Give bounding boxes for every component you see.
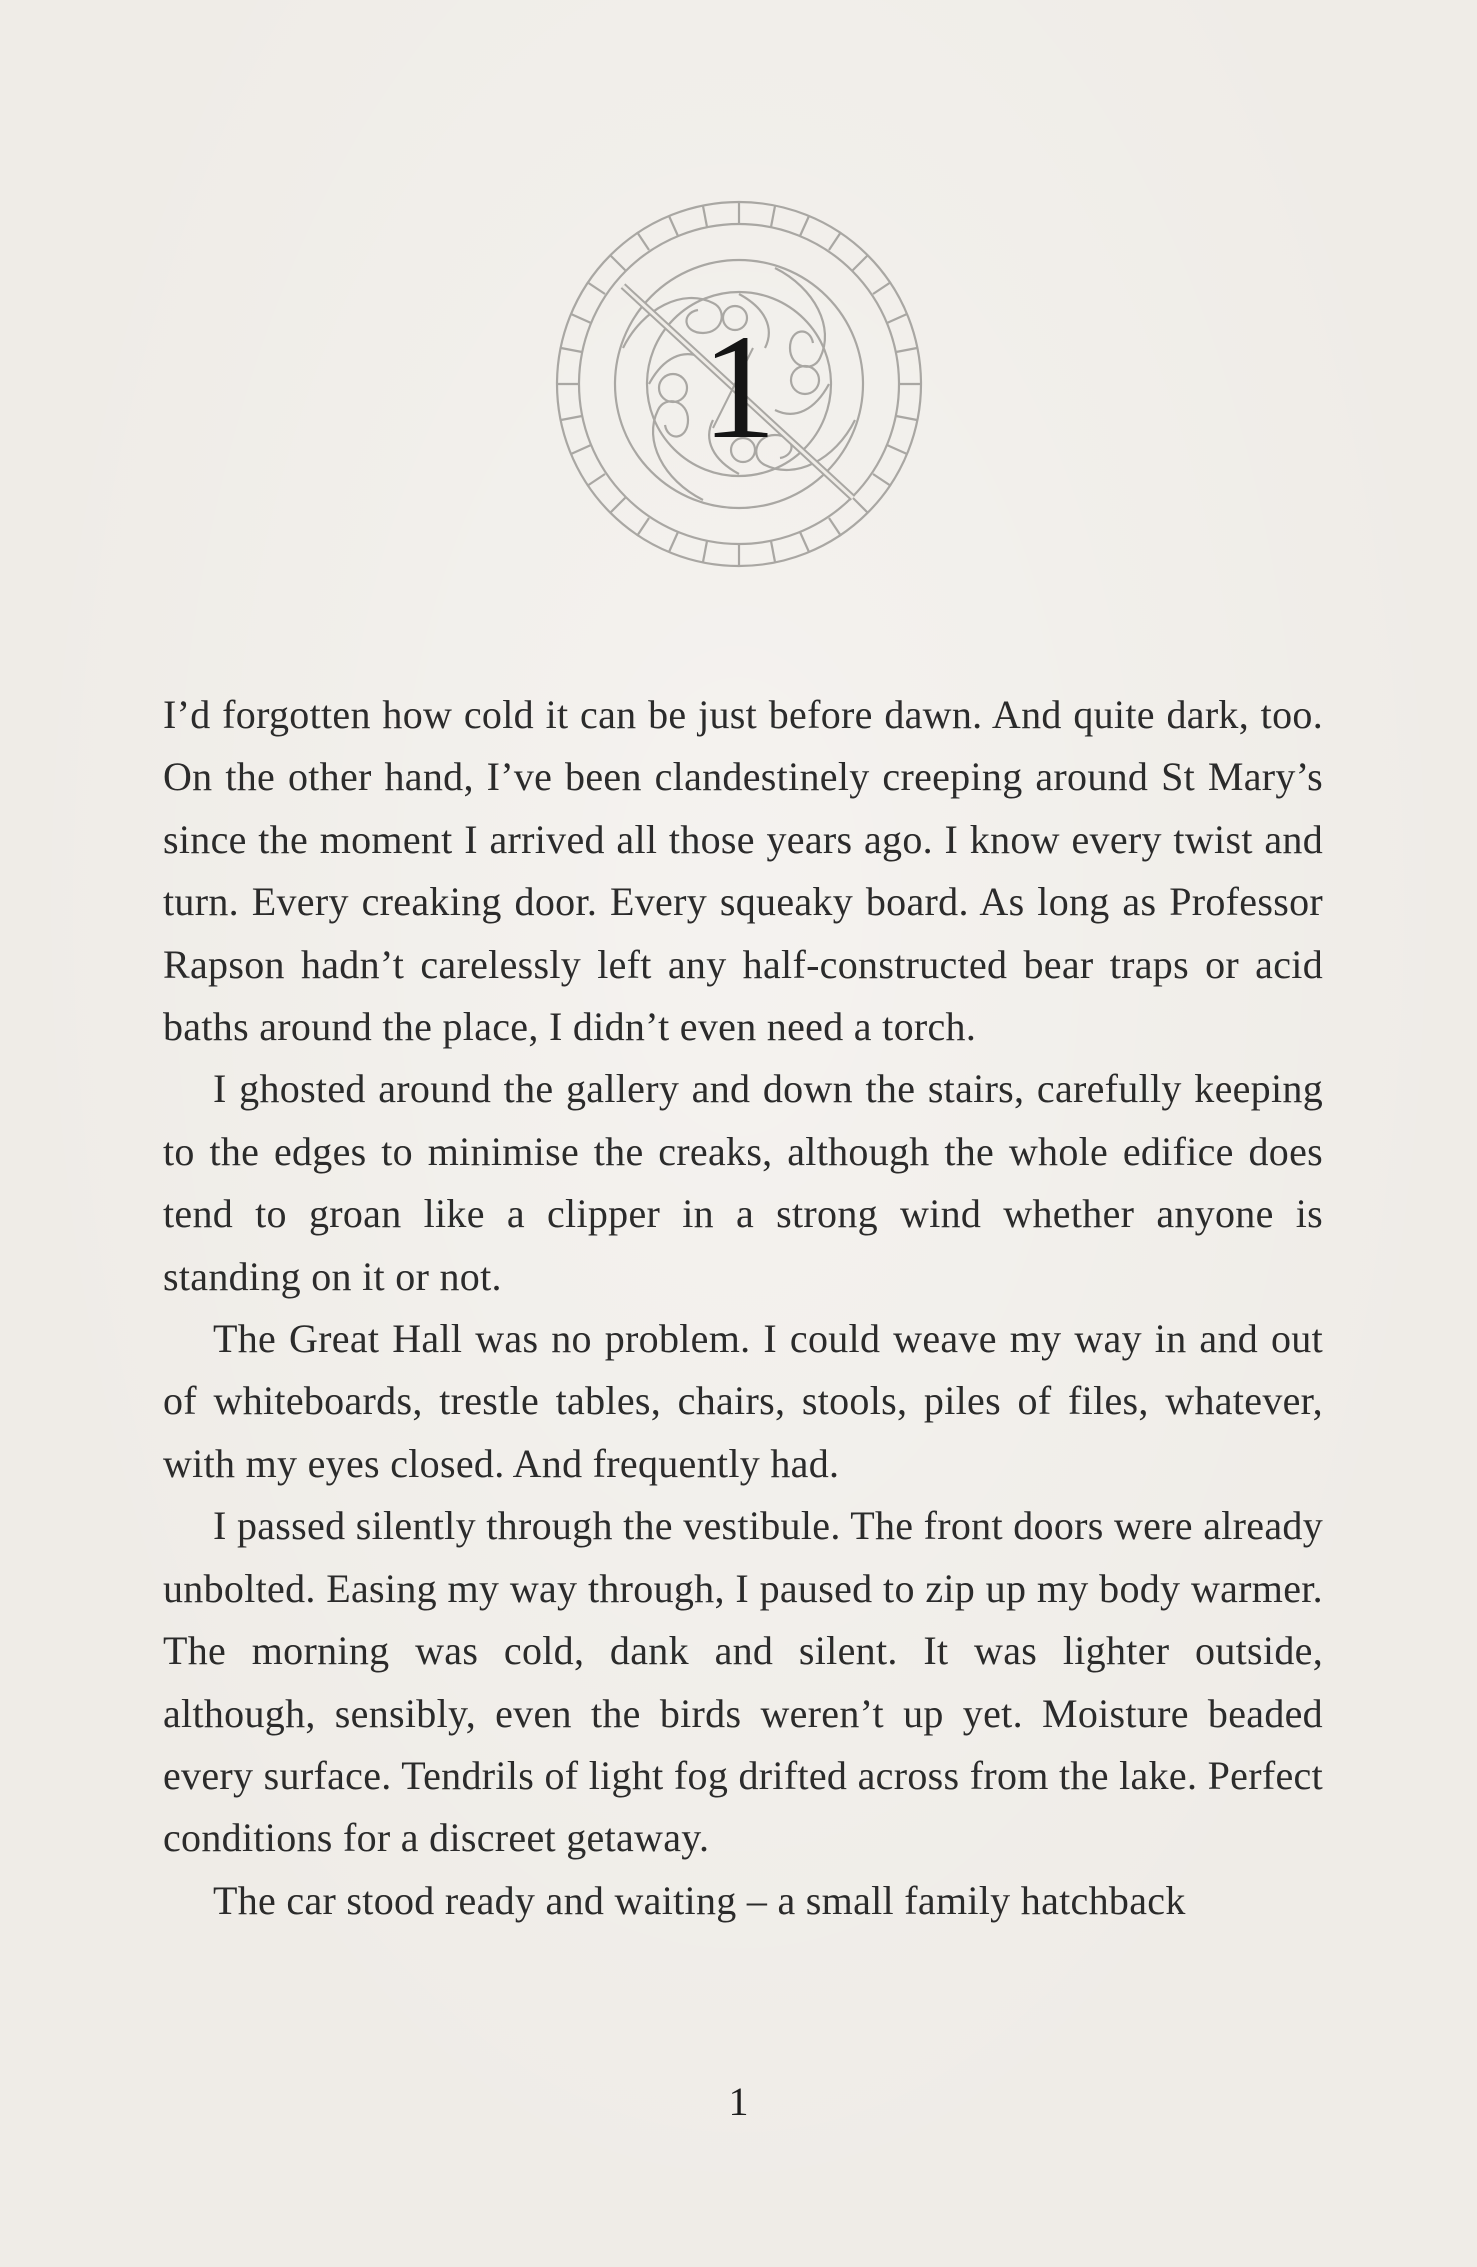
paragraph: I’d forgotten how cold it can be just before dawn. And quite dark, too. On the other hand, I’ve been clandestinely creeping around St Mary’s since the moment I arrived all those years ago. I know every twist and turn. Every creaking door. Every squeaky board. As long as Professor Rapson hadn’t carelessly left any half-constructed bear traps or acid baths around the place, I didn’t even need a torch. bbox=[163, 692, 1323, 1050]
paragraph: I passed silently through the vestibule. The front doors were already unbolted. Easing my way through, I paused to zip up my body warmer. The morning was cold, dank and silent. It was lighter outside, although, sensibly, even the birds weren’t up yet. Moisture beaded every surface. Tendrils of light fog drifted across from the lake. Perfect conditions for a discreet getaway. bbox=[163, 1503, 1323, 1861]
paragraph: I ghosted around the gallery and down the stairs, carefully keeping to the edges to minimise the creaks, although the whole edifice does tend to groan like a clipper in a strong wind whether anyone is standing on it or not. bbox=[163, 1066, 1323, 1299]
chapter-number: 1 bbox=[701, 304, 777, 470]
body-text bbox=[163, 684, 1323, 1932]
paragraph: The Great Hall was no problem. I could weave my way in and out of whiteboards, trestle tables, chairs, stools, piles of files, whatever, with my eyes closed. And frequently had. bbox=[163, 1316, 1323, 1486]
page-number: 1 bbox=[728, 2079, 749, 2124]
paragraph: The car stood ready and waiting – a small family hatchback bbox=[213, 1877, 1186, 1923]
